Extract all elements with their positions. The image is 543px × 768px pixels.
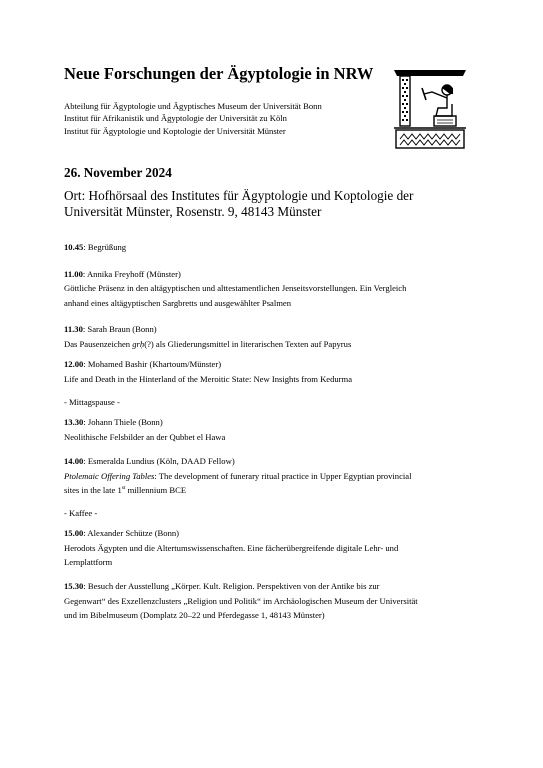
program-item: 11.00: Annika Freyhoff (Münster): [64, 268, 181, 279]
program-item: 13.30: Johann Thiele (Bonn): [64, 416, 163, 427]
program-talk: [64, 337, 494, 352]
affiliation-koeln: Institut für Afrikanistik und Ägyptologie der Universität zu Köln: [64, 113, 287, 124]
program-item: [64, 579, 494, 594]
program-text: und im Bibelmuseum (Domplatz 20–22 und Pferdegasse 1, 48143 Münster): [64, 610, 325, 621]
talk-text: : The development of funerary ritual practice in Upper Egyptian provincial: [154, 470, 412, 481]
program-speaker: Esmeralda Lundius (Köln, DAAD Fellow): [87, 456, 235, 467]
program-time: 12.00: [64, 359, 84, 370]
page-title: Neue Forschungen der Ägyptologie in NRW: [64, 64, 374, 83]
talk-text: Das Pausenzeichen: [64, 338, 133, 349]
program-talk: Herodots Ägypten und die Altertumswissenschaften. Eine fächerübergreifende digitale Lehr- und: [64, 542, 399, 553]
program-time: 14.00: [64, 456, 84, 467]
program-time: 11.00: [64, 268, 83, 279]
program-speaker: Sarah Braun (Bonn): [87, 324, 157, 335]
program-time: 13.30: [64, 416, 84, 427]
venue-line: Ort: Hofhörsaal des Institutes für Ägyptologie und Koptologie der: [64, 188, 414, 203]
event-venue: [64, 188, 494, 219]
program-speaker: Alexander Schütze (Bonn): [87, 528, 180, 539]
program-time: 15.30: [64, 581, 84, 592]
program-speaker: Mohamed Bashir (Khartoum/Münster): [87, 359, 222, 370]
talk-italic: grḥ: [132, 338, 145, 349]
talk-text: (?) als Gliederungsmittel in literarischen Texten auf Papyrus: [144, 338, 352, 349]
program-time: 10.45: [64, 242, 84, 252]
program-talk: anhand eines altägyptischen Sargbretts und ausgewählter Psalmen: [64, 297, 292, 308]
event-date: 26. November 2024: [64, 165, 172, 180]
program-item: 10.45: Begrüßung: [64, 242, 127, 252]
program-item: 14.00: Esmeralda Lundius (Köln, DAAD Fellow): [64, 456, 235, 467]
program-list: [64, 240, 494, 623]
program-speaker: Johann Thiele (Bonn): [87, 416, 163, 427]
affiliation-muenster: Institut für Ägyptologie und Koptologie der Universität Münster: [64, 125, 286, 136]
talk-text: millennium BCE: [125, 485, 187, 496]
venue-line: Universität Münster, Rosenstr. 9, 48143 Münster: [64, 203, 322, 219]
program-talk: [64, 483, 494, 498]
program-item: 15.00: Alexander Schütze (Bonn): [64, 528, 180, 539]
program-break: - Kaffee -: [64, 507, 98, 518]
egyptian-scribe-hieroglyph-icon: [392, 68, 468, 152]
program-talk: [64, 469, 494, 484]
program-talk: Göttliche Präsenz in den altägyptischen und alttestamentlichen Jenseitsvorstellungen. Ein Vergleich: [64, 283, 407, 294]
program-speaker: Begrüßung: [87, 242, 127, 252]
program-text: Gegenwart“ des Exzellenzclusters „Religion und Politik“ im Archäologischen Museum der Universität: [64, 595, 418, 606]
affiliation-bonn: Abteilung für Ägyptologie und Ägyptisches Museum der Universität Bonn: [64, 101, 322, 111]
talk-text: sites in the late 1: [64, 485, 122, 496]
program-speaker: Annika Freyhoff (Münster): [86, 268, 181, 279]
program-time: 11.30: [64, 324, 83, 335]
program-time: 15.00: [64, 528, 84, 539]
program-talk: Lernplattform: [64, 557, 113, 568]
program-item: 11.30: Sarah Braun (Bonn): [64, 324, 157, 335]
affiliations: [64, 100, 322, 137]
program-talk: Neolithische Felsbilder an der Qubbet el Hawa: [64, 431, 226, 442]
program-text: : Besuch der Ausstellung „Körper. Kult. Religion. Perspektiven von der Antike bis zur: [83, 581, 380, 592]
talk-italic: Ptolemaic Offering Tables: [64, 470, 155, 481]
program-item: 12.00: Mohamed Bashir (Khartoum/Münster): [64, 359, 222, 370]
program-talk: Life and Death in the Hinterland of the Meroitic State: New Insights from Kedurma: [64, 373, 353, 384]
program-break: - Mittagspause -: [64, 396, 120, 407]
talk-superscript: st: [121, 485, 126, 492]
